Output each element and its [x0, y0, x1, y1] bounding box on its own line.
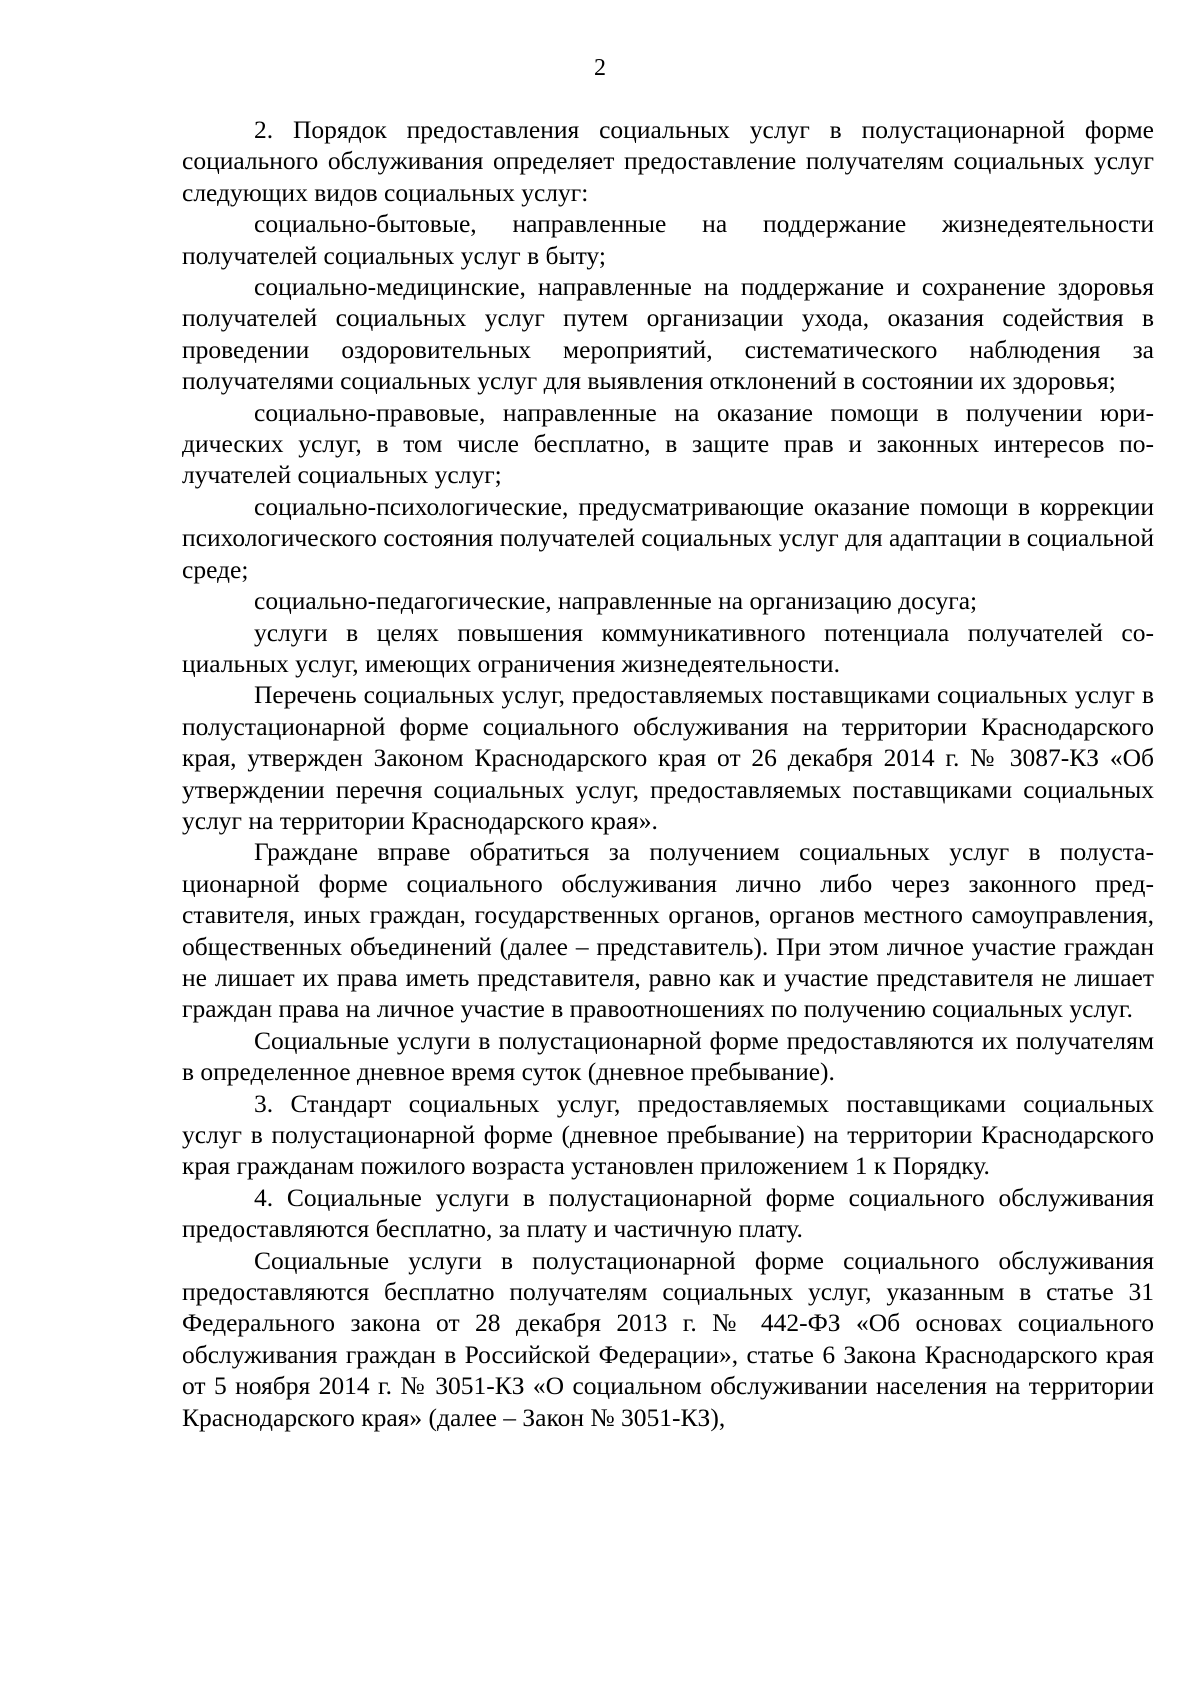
- paragraph: социально-правовые, направленные на оказание помощи в получении юридических услуг, в том числе бесплатно, в защите прав и законных интересов получателей социальных услуг;: [182, 397, 1154, 490]
- paragraph: Перечень социальных услуг, предоставляемых поставщиками социальных услуг в полустационарной форме социального обслуживания на территории Краснодарского края, утвержден Законом Краснодарского края от 26 декабря 2014 г. № 3087-КЗ «Об утверждении перечня социальных услуг, предоставляемых поставщиками социальных услуг на территории Краснодарского края».: [182, 680, 1154, 835]
- paragraph: социально-педагогические, направленные на организацию досуга;: [254, 586, 978, 616]
- paragraph: Социальные услуги в полустационарной форме социального обслуживания предоставляются бесплатно получателям социальных услуг, указанным в статье 31 Федерального закона от 28 декабря 2013 г. № 442-ФЗ «Об основах социального обслуживания граждан в Российской Федерации», статье 6 Закона Краснодарского края от 5 ноября 2014 г. № 3051-КЗ «О социальном обслуживании населения на территории Краснодарского края» (далее – Закон № 3051-КЗ),: [182, 1245, 1154, 1432]
- paragraph: услуги в целях повышения коммуникативного потенциала получателей социальных услуг, имеющих ограничения жизнедеятельности.: [182, 617, 1154, 678]
- paragraph: Социальные услуги в полустационарной форме предоставляются их получателям в определенное дневное время суток (дневное пребывание).: [182, 1025, 1154, 1087]
- paragraph: социально-психологические, предусматривающие оказание помощи в коррекции психологического состояния получателей социальных услуг для адаптации в социальной среде;: [182, 491, 1154, 584]
- paragraph: 2. Порядок предоставления социальных услуг в полустационарной форме социального обслуживания определяет предоставление получателям социальных услуг следующих видов социальных услуг:: [182, 115, 1154, 207]
- paragraph: социально-медицинские, направленные на поддержание и сохранение здоровья получателей социальных услуг путем организации ухода, оказания содействия в проведении оздоровительных мероприятий, систематического наблюдения за получателями социальных услуг для выявления отклонений в состоянии их здоровья;: [182, 272, 1154, 396]
- paragraph: 4. Социальные услуги в полустационарной форме социального обслуживания предоставляются бесплатно, за плату и частичную плату.: [182, 1182, 1154, 1244]
- paragraph: Граждане вправе обратиться за получением социальных услуг в полустационарной форме социального обслуживания лично либо через законного представителя, иных граждан, государственных органов, органов местного самоуправления, общественных объединений (далее – представитель). При этом личное участие граждан не лишает их права иметь представителя, равно как и участие представителя не лишает граждан права на личное участие в правоотношениях по получению социальных услуг.: [182, 837, 1154, 1024]
- document-body: [182, 114, 1154, 1433]
- paragraph: социально-бытовые, направленные на поддержание жизнедеятельности получателей социальных услуг в быту;: [182, 209, 1154, 270]
- page-number: 2: [594, 55, 606, 81]
- paragraph: 3. Стандарт социальных услуг, предоставляемых поставщиками социальных услуг в полустационарной форме (дневное пребывание) на территории Краснодарского края гражданам пожилого возраста установлен приложением 1 к Порядку.: [182, 1088, 1154, 1181]
